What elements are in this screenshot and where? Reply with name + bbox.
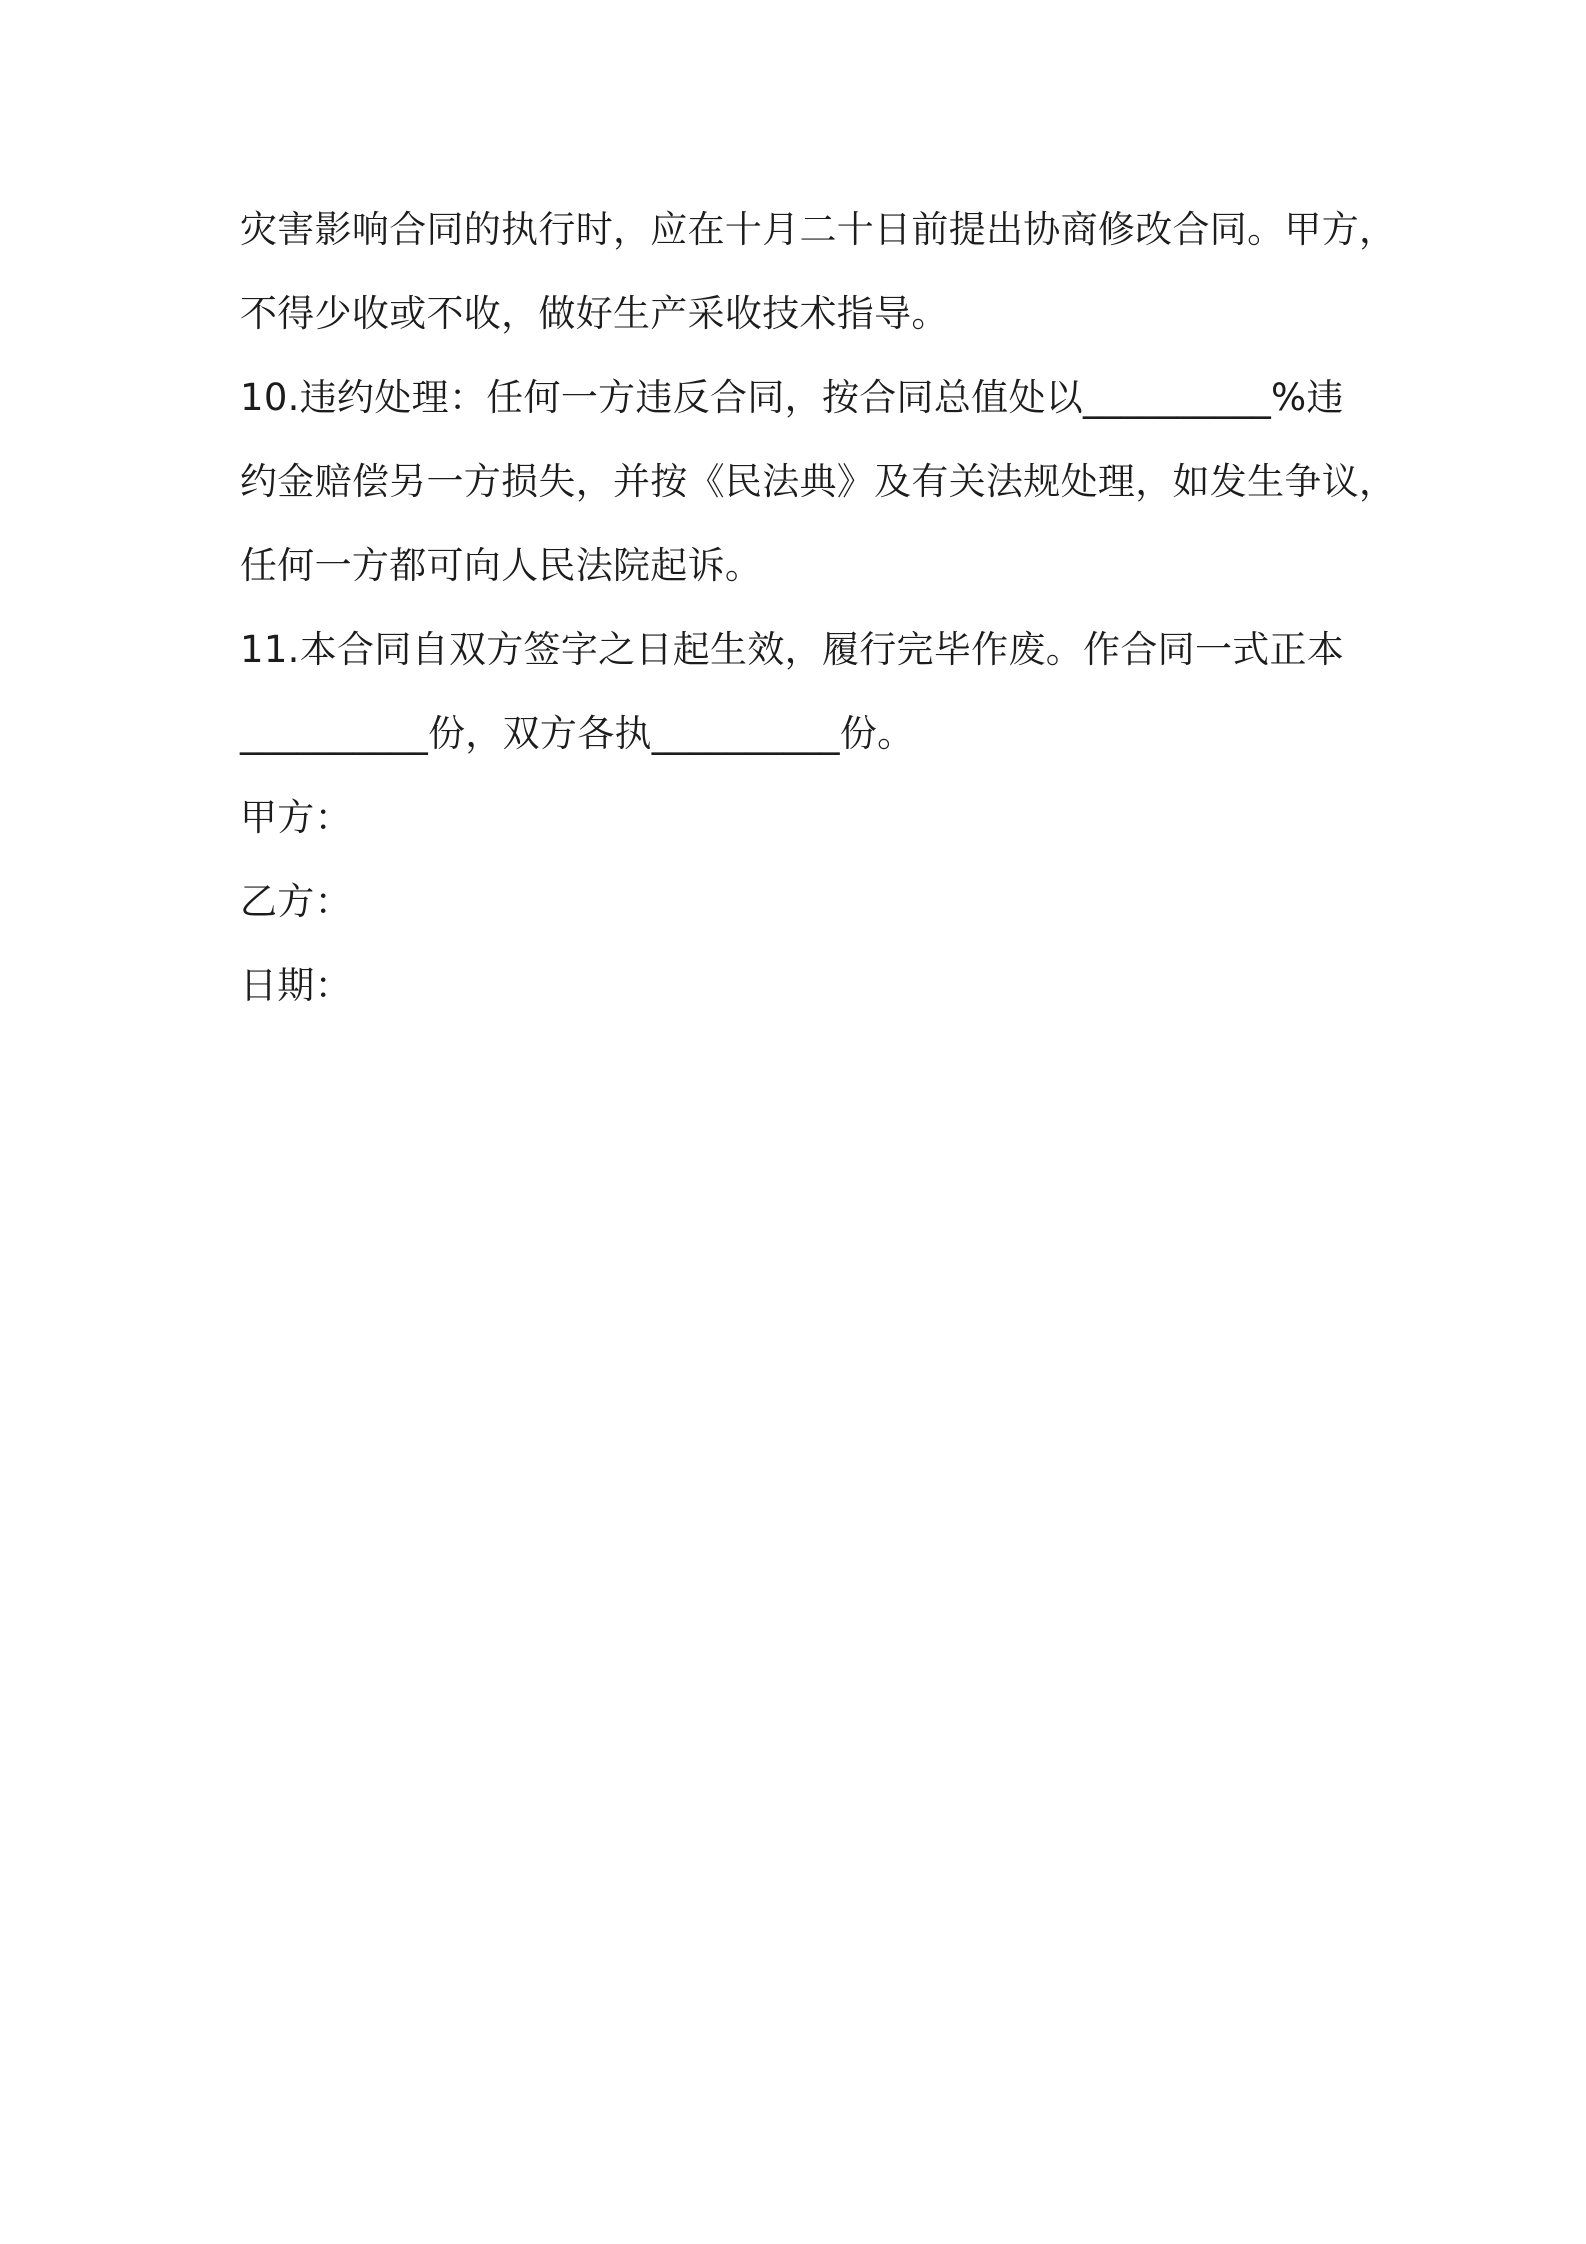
clause-11-line-2: __________份，双方各执__________份。	[240, 712, 915, 755]
document-body	[240, 188, 1397, 1028]
date-label: 日期：	[240, 964, 352, 1007]
party-b-label: 乙方：	[240, 880, 352, 923]
clause-9-line-2: 不得少收或不收，做好生产采收技术指导。	[240, 292, 949, 335]
clause-11-line-1: 11.本合同自双方签字之日起生效，履行完毕作废。作合同一式正本	[240, 628, 1345, 671]
clause-10-line-1: 10.违约处理：任何一方违反合同，按合同总值处以__________%违	[240, 376, 1344, 419]
clause-10-line-3: 任何一方都可向人民法院起诉。	[240, 544, 763, 587]
party-a-label: 甲方：	[240, 796, 352, 839]
clause-10-line-2: 约金赔偿另一方损失，并按《民法典》及有关法规处理，如发生争议，	[240, 460, 1397, 503]
clause-9-line-1: 灾害影响合同的执行时，应在十月二十日前提出协商修改合同。甲方，	[240, 208, 1397, 251]
